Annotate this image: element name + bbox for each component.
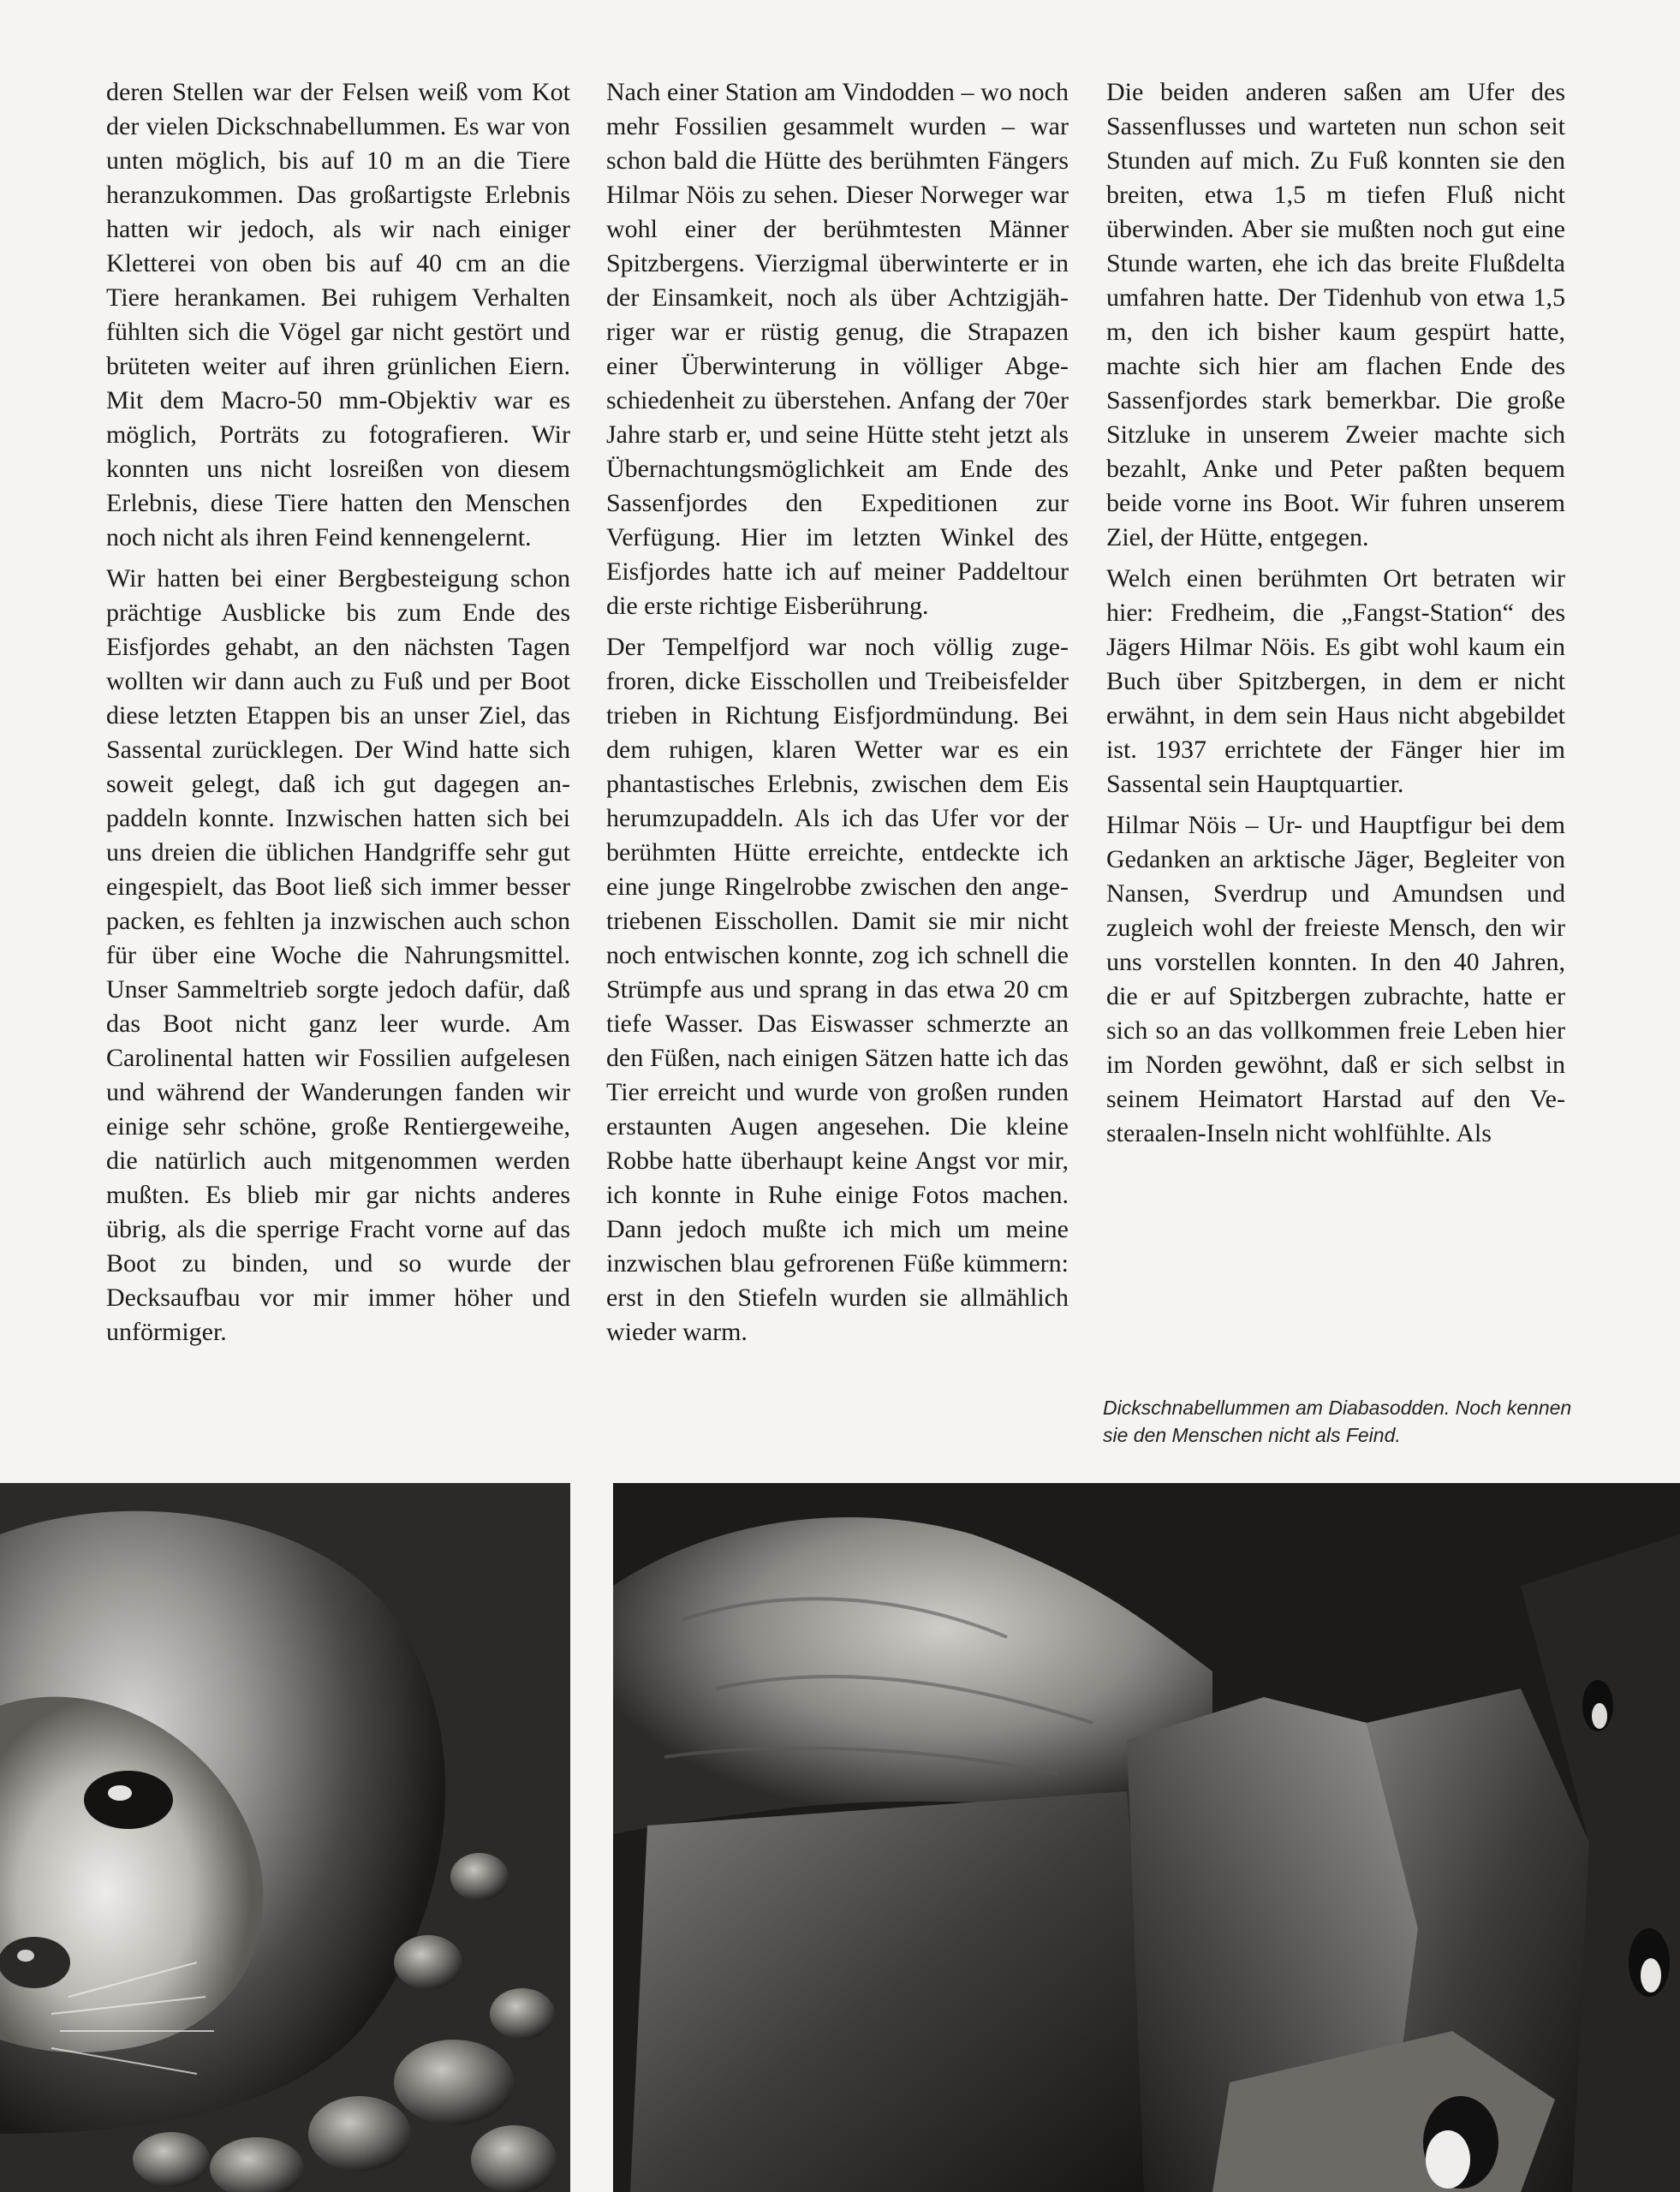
paragraph: Die beiden anderen saßen am Ufer des Sassenflusses und warteten nun schon seit Stunden auf mich. Zu Fuß konnten sie den breiten, etwa 1,5 m tiefen Fluß nicht überwinden. Aber sie mußten noch gut eine Stunde warten, ehe ich das breite Flußdelta umfahren hatte. Der Tidenhub von etwa 1,5 m, den ich bisher kaum gespürt hatte, machte sich hier am flachen Ende des Sassenfjordes stark bemerkbar. Die große Sitzluke in unserem Zweier machte sich bezahlt, Anke und Peter paßten bequem beide vorne ins Boot. Wir fuhren unserem Ziel, der Hütte, entgegen. [1106,78,1565,551]
paragraph: Nach einer Station am Vindodden – wo noch mehr Fossilien gesammelt wurden – war schon bald die Hütte des berühmten Fängers Hilmar Nöis zu sehen. Dieser Norweger war wohl einer der berühmtesten Männer Spitzbergens. Vierzigmal überwinterte er in der Einsamkeit, noch als über Achtzigjähriger war er rüstig genug, die Strapazen einer Überwinterung in völliger Abgeschiedenheit zu überstehen. Anfang der 70er Jahre starb er, und seine Hütte steht jetzt als Übernachtungsmöglichkeit am Ende des Sassenfjordes den Expeditionen zur Verfügung. Hier im letzten Winkel des Eisfjordes hatte ich auf meiner Paddeltour die erste richtige Eisberührung. [606,78,1069,620]
guillemots-photo [613,1483,1680,2192]
paragraph: Der Tempelfjord war noch völlig zugefroren, dicke Eisschollen und Treibeisfelder trieben in Richtung Eisfjordmündung. Bei dem ruhigen, klaren Wetter war es ein phantastisches Erlebnis, zwischen dem Eis herumzupaddeln. Als ich das Ufer vor der berühmten Hütte erreichte, entdeckte ich eine junge Ringelrobbe zwischen den angetriebenen Eisschollen. Damit sie mir nicht noch entwischen konnte, zog ich schnell die Strümpfe aus und sprang in das etwa 20 cm tiefe Wasser. Das Eiswasser schmerzte an den Füßen, nach einigen Sätzen hatte ich das Tier erreicht und wurde von großen runden erstaunten Augen angesehen. Die kleine Robbe hatte überhaupt keine Angst vor mir, ich konnte in Ruhe einige Fotos machen. Dann jedoch mußte ich mich um meine inzwischen blau gefrorenen Füße kümmern: erst in den Stiefeln wurden sie allmählich wieder warm. [606,633,1069,1346]
text-column-2 [606,75,1069,1356]
paragraph: Welch einen berühmten Ort betraten wir hier: Fredheim, die „Fangst-Station“ des Jägers Hilmar Nöis. Es gibt wohl kaum ein Buch über Spitzbergen, in dem er nicht erwähnt, in dem sein Haus nicht abgebildet ist. 1937 errichtete der Fänger hier im Sassental sein Hauptquartier. [1106,564,1565,798]
paragraph: Hilmar Nöis – Ur- und Hauptfigur bei dem Gedanken an arktische Jäger, Begleiter von Nansen, Sverdrup und Amundsen und zugleich wohl der freieste Mensch, den wir uns vorstellen konnten. In den 40 Jahren, die er auf Spitzbergen zubrachte, hatte er sich so an das vollkommen freie Leben hier im Norden gewöhnt, daß er sich selbst in seinem Heimatort Harstad auf den Vesteraalen-Inseln nicht wohlfühlte. Als [1106,811,1565,1147]
photo-caption: Dickschnabellummen am Diabasodden. Noch kennen sie den Menschen nicht als Feind. [1103,1397,1572,1446]
seal-photo-image [0,1483,570,2192]
seal-photo [0,1483,570,2192]
guillemots-photo-image [613,1483,1680,2192]
paragraph: Wir hatten bei einer Bergbesteigung schon prächtige Ausblicke bis zum Ende des Eisfjordes gehabt, an den nächsten Tagen wollten wir dann auch zu Fuß und per Boot diese letzten Etappen bis an unser Ziel, das Sassental zurücklegen. Der Wind hatte sich soweit gelegt, daß ich gut dagegen anpaddeln konnte. Inzwischen hatten sich bei uns dreien die üblichen Handgriffe sehr gut eingespielt, das Boot ließ sich immer besser packen, es fehlten ja inzwischen auch schon für über eine Woche die Nahrungsmittel. Unser Sammeltrieb sorgte jedoch dafür, daß das Boot nicht ganz leer wurde. Am Carolinental hatten wir Fossilien aufgelesen und während der Wanderungen fanden wir einige sehr schöne, große Rentiergeweihe, die natürlich auch mitgenommen werden mußten. Es blieb mir gar nichts anderes übrig, als die sperrige Fracht vorne auf das Boot zu binden, und so wurde der Decksaufbau vor mir immer höher und unförmiger. [106,564,570,1346]
text-column-1 [106,75,570,1356]
text-column-3 [1106,75,1565,1158]
paragraph: deren Stellen war der Felsen weiß vom Kot der vielen Dickschnabellummen. Es war von unten möglich, bis auf 10 m an die Tiere heranzukommen. Das großartigste Erlebnis hatten wir jedoch, als wir nach einiger Kletterei von oben bis auf 40 cm an die Tiere herankamen. Bei ruhigem Verhalten fühlten sich die Vögel gar nicht gestört und brüteten weiter auf ihren grünlichen Eiern. Mit dem Macro-50 mm-Objektiv war es möglich, Porträts zu fotografieren. Wir konnten uns nicht losreißen von diesem Erlebnis, diese Tiere hatten den Menschen noch nicht als ihren Feind kennengelernt. [106,78,570,551]
